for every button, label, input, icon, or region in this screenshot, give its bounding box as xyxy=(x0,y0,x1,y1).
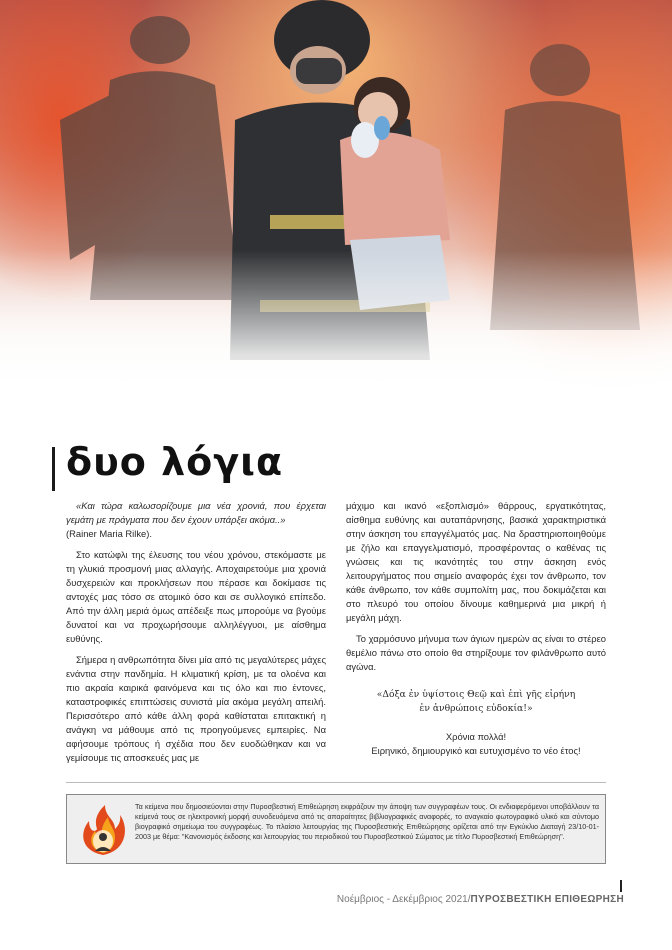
magazine-name: ΠΥΡΟΣΒΕΣΤΙΚΗ ΕΠΙΘΕΩΡΗΣΗ xyxy=(470,894,624,905)
article-paragraph: Σήμερα η ανθρωπότητα δίνει μία από τις μεγαλύτερες μάχες ενάντια στην πανδημία. Η κλιματική κρίση, με τα ολοένα και πιο ακραία καιρικά φαινόμενα και τις όλο και πιο έντονες, καταστροφικές επιπτώσεις συνιστά μία ακόμα μεγάλη απειλή. Περισσότερο από κάθε άλλη φορά καθίσταται επιτακτική η ανάγκη να μάθουμε από τις προηγούμενες εμπειρίες. Να αφήσουμε τρόπους ή σχέδια που δεν ευοδώθηκαν και να γεμίσουμε τις αποσκευές μας με xyxy=(66,654,326,763)
article-paragraph: Το χαρμόσυνο μήνυμα των άγιων ημερών ας είναι το στέρεο θεμέλιο πάνω στο οποίο θα στηρίξουμε τον φιλάνθρωπο αυτό αγώνα. xyxy=(346,633,606,672)
greek-hymn-quote xyxy=(346,688,606,716)
disclaimer-box xyxy=(66,794,606,864)
page-footer xyxy=(337,894,624,905)
page-marker xyxy=(620,880,622,892)
disclaimer-text: Τα κείμενα που δημοσιεύονται στην Πυροσβεστική Επιθεώρηση εκφράζουν την άποψη των συγγραφέων τους. Οι ενδιαφερόμενοι υποβάλλουν τα κείμενά τους σε ηλεκτρονική μορφή συνοδευόμενα από τις απαραίτητες βιβλιογραφικές αναφορές, το αναγκαίο φωτογραφικό υλικό και σύντομο βιογραφικό σημείωμα του συγγραφέως. Το πλαίσιο λειτουργίας της Πυροσβεστικής Επιθεώρησης ορίζεται από την Εγκύκλιο Διαταγή 23/10-01-2003 με θέμα: "Κανονισμός έκδοσης και λειτουργίας του περιοδικού του Πυροσβεστικού Σώματος με τίτλο Πυροσβεστική Επιθεώρηση". xyxy=(135,802,599,841)
closing-wish: Ειρηνικό, δημιουργικό και ευτυχισμένο το νέο έτος! xyxy=(371,745,581,756)
article-right-column xyxy=(346,499,606,758)
page-title: δυο λόγια xyxy=(66,440,284,484)
title-accent-bar xyxy=(52,447,55,491)
opening-quote: «Και τώρα καλωσορίζουμε μια νέα χρονιά, που έρχεται γεμάτη με πράγματα που δεν έχουν υπάρξει ακόμα..» xyxy=(66,500,326,525)
article-paragraph: Στο κατώφλι της έλευσης του νέου χρόνου, στεκόμαστε με τη γλυκιά προσμονή μιας αλλαγής. Αποχαιρετούμε μια χρονιά δυσχερειών και προκλήσεων που πέρασε και δοκίμασε τις αντοχές μας τόσο σε ατομικό όσο και σε συλλογικό επίπεδο. Από την άλλη μεριά όμως απέδειξε πως μπορούμε να βγούμε δυνατοί και να προχωρήσουμε αλληλέγγυοι, με αίσθημα ευθύνης. xyxy=(66,549,326,644)
greek-quote-line: ἐν ἀνθρώποις εὐδοκία!» xyxy=(419,703,533,714)
article-paragraph: μάχιμο και ικανό «εξοπλισμό» θάρρους, εργατικότητας, αίσθημα ευθύνης και αυταπάρνησης, βασικά χαρακτηριστικά στην άσκηση του επαγγέλματός μας. Να δραστηριοποιηθούμε με ζήλο και επαγγελματισμό, προσφέροντας ο καθένας τις γνώσεις και τις ικανότητές του στην άσκηση ενός λειτουργήματος που σημείο αναφοράς έχει τον άνθρωπο, τον κάθε άνθρωπο, τον κάθε συμπολίτη μας, που δοκιμάζεται και στο πλευρό του οποίου δίνουμε καθημερινά μια μικρή ή μεγάλη μάχη. xyxy=(346,500,606,623)
issue-date: Νοέμβριος - Δεκέμβριος 2021/ xyxy=(336,894,471,905)
hero-fade xyxy=(0,250,672,400)
fire-service-logo xyxy=(75,803,131,857)
greek-quote-line: «Δόξα ἐν ὑψίστοις Θεῷ καὶ ἐπὶ γῆς εἰρήνη xyxy=(376,689,576,700)
quote-author: (Rainer Maria Rilke). xyxy=(66,528,152,539)
divider xyxy=(66,782,606,783)
article-left-column xyxy=(66,499,326,772)
closing-greeting: Χρόνια πολλά! xyxy=(445,731,507,742)
hero-photo xyxy=(0,0,672,400)
